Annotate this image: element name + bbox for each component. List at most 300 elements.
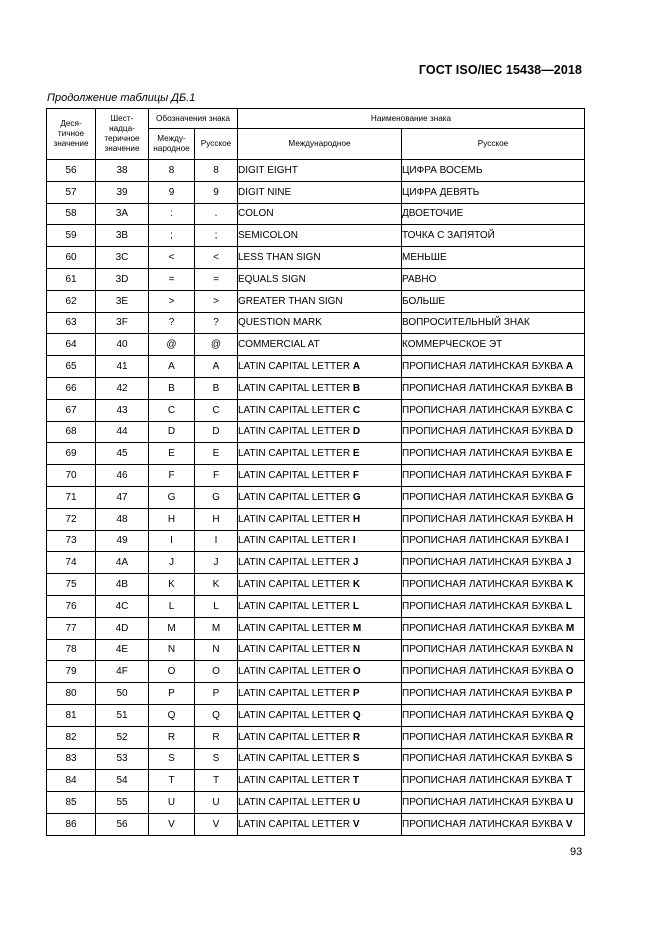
name-russian-cell [402,377,585,399]
name-russian-cell [402,508,585,530]
name-international-cell-letter: T [352,775,359,787]
name-russian-cell [402,639,585,661]
name-international-cell-text: LATIN CAPITAL LETTER [238,426,353,438]
decimal-cell: 73 [47,530,96,552]
name-russian-cell-text: ТОЧКА С ЗАПЯТОЙ [402,230,495,242]
hex-cell: 4F [96,661,149,683]
name-russian-cell-text: ПРОПИСНАЯ ЛАТИНСКАЯ БУКВА [402,448,566,460]
decimal-cell: 71 [47,486,96,508]
symbol-russian-cell: H [195,508,238,530]
symbol-russian-cell: < [195,247,238,269]
name-russian-cell [402,530,585,552]
table-row [47,377,585,399]
table-row [47,356,585,378]
name-russian-cell-text: ЦИФРА ВОСЕМЬ [402,164,483,176]
hex-cell: 45 [96,443,149,465]
table-row [47,552,585,574]
name-russian-cell [402,290,585,312]
name-russian-cell [402,748,585,770]
table-row [47,530,585,552]
name-international-cell-letter: K [352,579,361,591]
name-international-cell-text: LATIN CAPITAL LETTER [238,818,353,830]
decimal-cell: 82 [47,726,96,748]
hex-cell: 3C [96,247,149,269]
name-international-cell-letter: F [352,470,359,482]
name-russian-cell [402,770,585,792]
name-international-cell-letter: V [352,818,360,830]
name-international-cell [238,334,402,356]
page-number: 93 [570,846,583,858]
name-russian-cell [402,574,585,596]
name-russian-cell-text: ДВОЕТОЧИЕ [402,208,464,220]
name-russian-cell-text: ПРОПИСНАЯ ЛАТИНСКАЯ БУКВА [402,644,566,656]
table-row [47,704,585,726]
hex-cell: 4B [96,574,149,596]
header-symbol-group: Обозначения знака [149,109,238,129]
name-international-cell-letter: R [352,731,361,743]
name-international-cell-text: LATIN CAPITAL LETTER [238,600,353,612]
decimal-cell: 62 [47,290,96,312]
symbol-russian-cell: S [195,748,238,770]
symbol-international-cell: D [149,421,195,443]
decimal-cell: 69 [47,443,96,465]
name-russian-cell [402,247,585,269]
name-international-cell-text: COMMERCIAL AT [238,339,320,351]
table-row [47,595,585,617]
name-russian-cell-text: ПРОПИСНАЯ ЛАТИНСКАЯ БУКВА [402,470,566,482]
name-russian-cell-text: ПРОПИСНАЯ ЛАТИНСКАЯ БУКВА [402,600,566,612]
name-russian-cell-text: ПРОПИСНАЯ ЛАТИНСКАЯ БУКВА [402,491,566,503]
name-international-cell [238,770,402,792]
name-international-cell-text: LATIN CAPITAL LETTER [238,491,353,503]
name-international-cell [238,247,402,269]
name-international-cell-letter: M [352,622,362,634]
name-russian-cell-text: КОММЕРЧЕСКОЕ ЭТ [402,339,503,351]
name-international-cell-text: LATIN CAPITAL LETTER [238,644,353,656]
decimal-cell: 64 [47,334,96,356]
hex-cell: 46 [96,465,149,487]
symbol-russian-cell: T [195,770,238,792]
name-international-cell [238,225,402,247]
name-international-cell-text: LATIN CAPITAL LETTER [238,797,353,808]
table-row [47,574,585,596]
symbol-russian-cell: J [195,552,238,574]
name-russian-cell [402,726,585,748]
name-international-cell-letter: C [352,404,361,416]
symbol-international-cell: E [149,443,195,465]
name-russian-cell-text: ПРОПИСНАЯ ЛАТИНСКАЯ БУКВА [402,579,566,591]
name-russian-cell-text: ПРОПИСНАЯ ЛАТИНСКАЯ БУКВА [402,709,566,721]
name-russian-cell [402,443,585,465]
name-russian-cell-letter: G [565,491,574,503]
name-russian-cell-letter: D [565,426,574,438]
name-international-cell [238,726,402,748]
table-row [47,268,585,290]
hex-cell: 54 [96,770,149,792]
hex-cell: 43 [96,399,149,421]
symbol-international-cell: B [149,377,195,399]
name-international-cell-letter: E [352,448,360,460]
decimal-cell: 74 [47,552,96,574]
name-russian-cell [402,661,585,683]
name-russian-cell-text: ПРОПИСНАЯ ЛАТИНСКАЯ БУКВА [402,557,566,569]
hex-cell: 4D [96,617,149,639]
name-russian-cell [402,203,585,225]
hex-cell: 47 [96,486,149,508]
decimal-cell: 61 [47,268,96,290]
name-russian-cell-letter: L [565,600,572,612]
symbol-international-cell: T [149,770,195,792]
name-russian-cell-text: ВОПРОСИТЕЛЬНЫЙ ЗНАК [402,317,530,329]
name-international-cell [238,639,402,661]
name-international-cell-letter: U [352,797,361,808]
name-international-cell-text: LATIN CAPITAL LETTER [238,579,353,591]
name-russian-cell [402,683,585,705]
table-row [47,247,585,269]
symbol-international-cell: ; [149,225,195,247]
decimal-cell: 68 [47,421,96,443]
symbol-russian-cell: ? [195,312,238,334]
name-international-cell [238,617,402,639]
symbol-international-cell: < [149,247,195,269]
name-international-cell-letter: B [352,382,361,394]
name-international-cell [238,203,402,225]
name-international-cell [238,574,402,596]
name-russian-cell-text: ПРОПИСНАЯ ЛАТИНСКАЯ БУКВА [402,753,566,765]
name-russian-cell-text: ПРОПИСНАЯ ЛАТИНСКАЯ БУКВА [402,731,566,743]
decimal-cell: 59 [47,225,96,247]
table-row [47,399,585,421]
symbol-russian-cell: A [195,356,238,378]
decimal-cell: 76 [47,595,96,617]
name-international-cell-letter: D [352,426,361,438]
symbol-international-cell: A [149,356,195,378]
symbol-russian-cell: O [195,661,238,683]
table-row [47,617,585,639]
table-row [47,160,585,182]
symbol-russian-cell: D [195,421,238,443]
name-russian-cell-text: РАВНО [402,273,437,285]
name-russian-cell-letter: N [565,644,574,656]
decimal-cell: 65 [47,356,96,378]
symbol-international-cell: R [149,726,195,748]
symbol-international-cell: N [149,639,195,661]
name-international-cell [238,268,402,290]
symbol-international-cell: M [149,617,195,639]
header-decimal: Деся- тичное значение [47,109,96,160]
table-body [47,160,585,836]
name-russian-cell [402,334,585,356]
table-row [47,225,585,247]
table-row [47,334,585,356]
name-russian-cell [402,617,585,639]
hex-cell: 3D [96,268,149,290]
name-russian-cell-text: ПРОПИСНАЯ ЛАТИНСКАЯ БУКВА [402,688,566,700]
symbol-international-cell: O [149,661,195,683]
name-international-cell [238,290,402,312]
hex-cell: 3B [96,225,149,247]
decimal-cell: 80 [47,683,96,705]
symbol-russian-cell: N [195,639,238,661]
symbol-international-cell: C [149,399,195,421]
symbol-russian-cell: M [195,617,238,639]
hex-cell: 51 [96,704,149,726]
name-russian-cell-text: МЕНЬШЕ [402,252,447,264]
name-russian-cell [402,312,585,334]
decimal-cell: 83 [47,748,96,770]
name-international-cell-letter: J [352,557,359,569]
decimal-cell: 72 [47,508,96,530]
name-international-cell-letter: N [352,644,361,656]
name-international-cell-text: SEMICOLON [238,230,299,242]
name-russian-cell-letter: F [565,470,572,482]
name-russian-cell-letter: K [565,579,574,591]
symbol-international-cell: U [149,792,195,814]
symbol-international-cell: F [149,465,195,487]
table-row [47,813,585,835]
name-russian-cell [402,552,585,574]
name-russian-cell [402,792,585,814]
symbol-russian-cell: E [195,443,238,465]
decimal-cell: 75 [47,574,96,596]
name-international-cell-letter: Q [352,709,361,721]
table-row [47,181,585,203]
name-international-cell-text: LATIN CAPITAL LETTER [238,513,353,525]
name-international-cell-text: DIGIT EIGHT [238,164,298,176]
name-russian-cell [402,181,585,203]
name-russian-cell-text: ПРОПИСНАЯ ЛАТИНСКАЯ БУКВА [402,775,566,787]
name-international-cell [238,748,402,770]
symbol-international-cell: ? [149,312,195,334]
name-russian-cell [402,225,585,247]
name-russian-cell-letter: S [565,753,573,765]
symbol-international-cell: : [149,203,195,225]
table-row [47,465,585,487]
name-international-cell-text: LATIN CAPITAL LETTER [238,535,353,547]
name-international-cell-text: LATIN CAPITAL LETTER [238,448,353,460]
name-international-cell-text: EQUALS SIGN [238,273,306,285]
name-russian-cell-text: ПРОПИСНАЯ ЛАТИНСКАЯ БУКВА [402,426,566,438]
hex-cell: 39 [96,181,149,203]
table-row [47,661,585,683]
header-symbol-international: Между- народное [149,129,195,160]
symbol-russian-cell: V [195,813,238,835]
table-caption: Продолжение таблицы ДБ.1 [47,92,196,104]
hex-cell: 42 [96,377,149,399]
table-row [47,486,585,508]
name-russian-cell-letter: U [565,797,574,808]
symbol-russian-cell: G [195,486,238,508]
symbol-russian-cell: Q [195,704,238,726]
hex-cell: 52 [96,726,149,748]
symbol-international-cell: H [149,508,195,530]
symbol-russian-cell: 8 [195,160,238,182]
symbol-russian-cell: U [195,792,238,814]
name-russian-cell-letter: A [565,361,574,373]
name-russian-cell-letter: P [565,688,573,700]
symbol-international-cell: > [149,290,195,312]
name-russian-cell-letter: C [565,404,574,416]
hex-cell: 48 [96,508,149,530]
name-international-cell [238,813,402,835]
name-russian-cell [402,486,585,508]
name-international-cell-text: LATIN CAPITAL LETTER [238,361,353,373]
hex-cell: 41 [96,356,149,378]
hex-cell: 4A [96,552,149,574]
symbol-international-cell: = [149,268,195,290]
name-international-cell-text: LATIN CAPITAL LETTER [238,709,353,721]
name-international-cell [238,312,402,334]
name-international-cell [238,421,402,443]
name-international-cell-letter: O [352,666,361,678]
decimal-cell: 67 [47,399,96,421]
name-russian-cell-text: ПРОПИСНАЯ ЛАТИНСКАЯ БУКВА [402,382,566,394]
name-russian-cell-letter: R [565,731,574,743]
table-row [47,508,585,530]
name-international-cell [238,508,402,530]
name-international-cell [238,160,402,182]
name-russian-cell [402,268,585,290]
name-international-cell [238,661,402,683]
name-international-cell-letter: P [352,688,360,700]
header-symbol-russian: Русское [195,129,238,160]
table-row [47,290,585,312]
name-international-cell-text: LATIN CAPITAL LETTER [238,753,353,765]
table-row [47,443,585,465]
name-russian-cell [402,399,585,421]
hex-cell: 55 [96,792,149,814]
table-row [47,421,585,443]
name-russian-cell-text: БОЛЬШЕ [402,295,446,307]
name-russian-cell-letter: J [565,557,572,569]
symbol-russian-cell: @ [195,334,238,356]
symbol-international-cell: K [149,574,195,596]
decimal-cell: 77 [47,617,96,639]
hex-cell: 4C [96,595,149,617]
name-russian-cell-text: ПРОПИСНАЯ ЛАТИНСКАЯ БУКВА [402,361,566,373]
name-international-cell [238,683,402,705]
table-row [47,639,585,661]
name-russian-cell [402,421,585,443]
document-code: ГОСТ ISO/IEC 15438—2018 [418,63,582,77]
header-name-group: Наименование знака [238,109,585,129]
name-international-cell-text: LATIN CAPITAL LETTER [238,470,353,482]
name-russian-cell-letter: Q [565,709,574,721]
hex-cell: 50 [96,683,149,705]
decimal-cell: 58 [47,203,96,225]
decimal-cell: 78 [47,639,96,661]
symbol-international-cell: Q [149,704,195,726]
symbol-russian-cell: K [195,574,238,596]
decimal-cell: 86 [47,813,96,835]
name-international-cell-letter: H [352,513,361,525]
symbol-russian-cell: P [195,683,238,705]
name-russian-cell [402,704,585,726]
name-international-cell-text: LATIN CAPITAL LETTER [238,557,353,569]
name-russian-cell [402,813,585,835]
header-name-international: Международное [238,129,402,160]
symbol-international-cell: L [149,595,195,617]
name-international-cell [238,486,402,508]
symbol-russian-cell: B [195,377,238,399]
hex-cell: 44 [96,421,149,443]
decimal-cell: 60 [47,247,96,269]
decimal-cell: 81 [47,704,96,726]
symbol-russian-cell: I [195,530,238,552]
name-russian-cell-letter: E [565,448,573,460]
decimal-cell: 63 [47,312,96,334]
decimal-cell: 66 [47,377,96,399]
hex-cell: 49 [96,530,149,552]
name-russian-cell-letter: B [565,382,574,394]
name-russian-cell-text: ПРОПИСНАЯ ЛАТИНСКАЯ БУКВА [402,404,566,416]
name-international-cell [238,443,402,465]
hex-cell: 40 [96,334,149,356]
table-row [47,792,585,814]
name-international-cell [238,356,402,378]
hex-cell: 38 [96,160,149,182]
symbol-russian-cell: R [195,726,238,748]
symbol-international-cell: S [149,748,195,770]
name-international-cell [238,181,402,203]
symbol-russian-cell: L [195,595,238,617]
name-russian-cell-text: ПРОПИСНАЯ ЛАТИНСКАЯ БУКВА [402,622,566,634]
table-row [47,726,585,748]
decimal-cell: 85 [47,792,96,814]
decimal-cell: 70 [47,465,96,487]
symbol-international-cell: I [149,530,195,552]
decimal-cell: 56 [47,160,96,182]
hex-cell: 56 [96,813,149,835]
name-international-cell [238,595,402,617]
hex-cell: 3A [96,203,149,225]
name-international-cell-text: GREATER THAN SIGN [238,295,343,307]
symbol-international-cell: G [149,486,195,508]
table-row [47,203,585,225]
name-international-cell-text: LATIN CAPITAL LETTER [238,731,353,743]
symbol-russian-cell: ; [195,225,238,247]
name-russian-cell-text: ПРОПИСНАЯ ЛАТИНСКАЯ БУКВА [402,513,566,525]
character-table [46,108,585,836]
name-international-cell-text: LATIN CAPITAL LETTER [238,666,353,678]
name-international-cell [238,704,402,726]
symbol-international-cell: P [149,683,195,705]
name-russian-cell [402,595,585,617]
name-international-cell-text: DIGIT NINE [238,186,292,198]
header-name-russian: Русское [402,129,585,160]
name-international-cell [238,792,402,814]
name-russian-cell-text: ЦИФРА ДЕВЯТЬ [402,186,480,198]
symbol-international-cell: @ [149,334,195,356]
hex-cell: 3F [96,312,149,334]
name-international-cell [238,399,402,421]
symbol-russian-cell: = [195,268,238,290]
name-international-cell [238,465,402,487]
name-international-cell-letter: G [352,491,361,503]
decimal-cell: 57 [47,181,96,203]
name-international-cell-text: COLON [238,208,274,220]
decimal-cell: 79 [47,661,96,683]
hex-cell: 53 [96,748,149,770]
name-international-cell [238,530,402,552]
name-international-cell-text: LATIN CAPITAL LETTER [238,382,353,394]
name-russian-cell-letter: O [565,666,574,678]
name-international-cell-letter: A [352,361,361,373]
name-russian-cell [402,160,585,182]
name-russian-cell-text: ПРОПИСНАЯ ЛАТИНСКАЯ БУКВА [402,535,566,547]
name-international-cell [238,377,402,399]
name-russian-cell-text: ПРОПИСНАЯ ЛАТИНСКАЯ БУКВА [402,797,566,808]
